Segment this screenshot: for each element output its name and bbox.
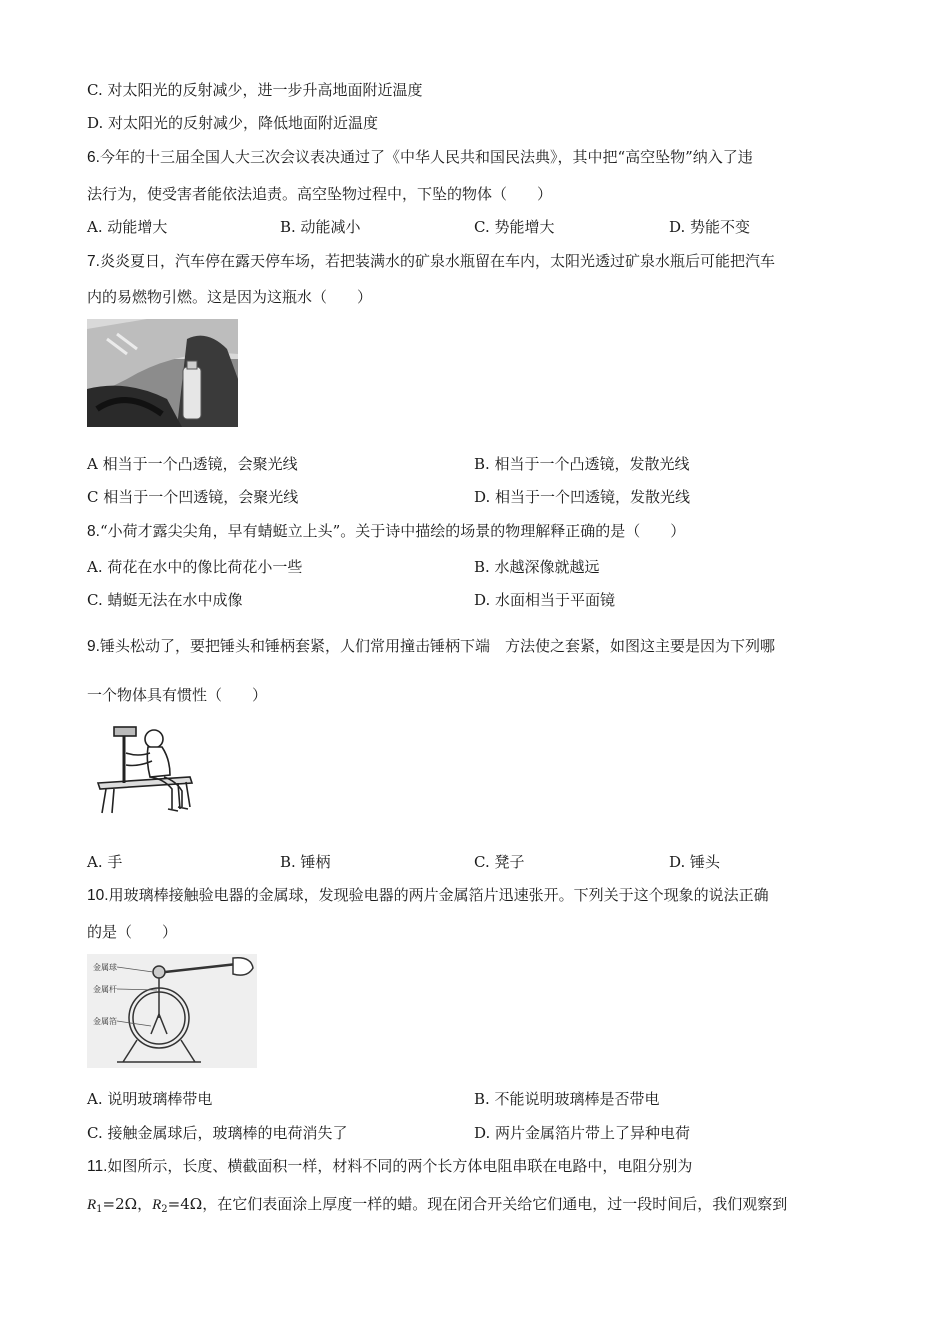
q9-option-d: D. 锤头	[669, 853, 721, 871]
q11-stem-line1	[87, 1156, 692, 1177]
q7-photo-drawing	[87, 319, 238, 427]
q10-option-a: A. 说明玻璃棒带电	[87, 1090, 213, 1108]
q6-number: 6.	[87, 149, 100, 166]
q10-stem-line2: 的是（ ）	[87, 923, 178, 941]
q6-stem-text1: 今年的十三届全国人大三次会议表决通过了《中华人民共和国民法典》，其中把“高空坠物”纳入了违	[99, 148, 753, 166]
q7-stem-line2: 内的易燃物引燃。这是因为这瓶水（ ）	[87, 288, 373, 306]
q9-option-c: C. 凳子	[474, 853, 525, 871]
q11-r2-subscript: 2	[161, 1204, 168, 1215]
q9-stem-text1: 锤头松动了，要把锤头和锤柄套紧，人们常用撞击锤柄下端 方法使之套紧，如图这主要是因为下列哪	[99, 637, 775, 655]
q9-option-b: B. 锤柄	[280, 853, 331, 871]
q10-stem-line1	[87, 885, 769, 906]
q6-option-b: B. 动能减小	[280, 218, 361, 236]
q11-stem-text1: 如图所示，长度、横截面积一样，材料不同的两个长方体电阻串联在电路中，电阻分别为	[107, 1157, 693, 1175]
q11-r1-symbol: R	[87, 1197, 97, 1213]
q10-option-b: B. 不能说明玻璃棒是否带电	[474, 1090, 660, 1108]
q11-r2-value: =4Ω，	[167, 1195, 218, 1213]
q7-option-b: B. 相当于一个凸透镜，发散光线	[474, 455, 690, 473]
q10-option-d: D. 两片金属箔片带上了异种电荷	[474, 1124, 691, 1142]
q9-stem-line1	[87, 636, 775, 657]
q6-stem-line1	[87, 147, 753, 168]
q7-number: 7.	[87, 253, 100, 270]
q11-number: 11.	[87, 1158, 108, 1175]
q10-label-rod: 金属杆	[93, 985, 117, 994]
q10-electroscope-drawing	[87, 954, 257, 1068]
q8-option-a: A. 荷花在水中的像比荷花小一些	[87, 558, 303, 576]
q11-stem-text2: 在它们表面涂上厚度一样的蜡。现在闭合开关给它们通电，过一段时间后，我们观察到	[217, 1195, 788, 1213]
q9-number: 9.	[87, 638, 100, 655]
q7-option-c: C 相当于一个凹透镜，会聚光线	[87, 488, 299, 506]
q10-electroscope-figure	[87, 954, 257, 1068]
q9-hammer-figure	[94, 717, 198, 817]
q9-stem-line2: 一个物体具有惯性（ ）	[87, 686, 268, 704]
q6-option-c: C. 势能增大	[474, 218, 555, 236]
q10-label-foil: 金属箔	[93, 1017, 117, 1026]
q11-r1-subscript: 1	[96, 1204, 103, 1215]
q8-option-b: B. 水越深像就越远	[474, 558, 600, 576]
q7-stem-text1: 炎炎夏日，汽车停在露天停车场，若把装满水的矿泉水瓶留在车内，太阳光透过矿泉水瓶后可能把汽车	[99, 252, 775, 270]
q11-r2-symbol: R	[152, 1197, 162, 1213]
q7-option-d: D. 相当于一个凹透镜，发散光线	[474, 488, 691, 506]
q5-option-d: D. 对太阳光的反射减少，降低地面附近温度	[87, 114, 379, 132]
q8-option-d: D. 水面相当于平面镜	[474, 591, 616, 609]
q7-option-a: A 相当于一个凸透镜，会聚光线	[87, 455, 298, 473]
q10-stem-text1: 用玻璃棒接触验电器的金属球，发现验电器的两片金属箔片迅速张开。下列关于这个现象的说法正确	[108, 886, 769, 904]
q11-r1-value: =2Ω，	[102, 1195, 153, 1213]
q10-label-ball: 金属球	[93, 963, 117, 972]
q7-car-bottle-photo	[87, 319, 238, 427]
q6-stem-line2: 法行为，使受害者能依法追责。高空坠物过程中，下坠的物体（ ）	[87, 185, 553, 203]
q9-hammer-drawing	[94, 717, 198, 817]
q10-option-c: C. 接触金属球后，玻璃棒的电荷消失了	[87, 1124, 348, 1142]
q5-option-c: C. 对太阳光的反射减少，进一步升高地面附近温度	[87, 81, 423, 99]
q8-stem-line1	[87, 521, 685, 542]
q10-number: 10.	[87, 887, 109, 904]
q8-option-c: C. 蜻蜓无法在水中成像	[87, 591, 243, 609]
q6-option-d: D. 势能不变	[669, 218, 751, 236]
q7-stem-line1	[87, 251, 775, 272]
q8-number: 8.	[87, 523, 100, 540]
q11-stem-line2	[87, 1194, 787, 1220]
q6-option-a: A. 动能增大	[87, 218, 168, 236]
q9-option-a: A. 手	[87, 853, 123, 871]
q8-stem-text1: “小荷才露尖尖角，早有蜻蜓立上头”。关于诗中描绘的场景的物理解释正确的是（ ）	[99, 522, 686, 540]
